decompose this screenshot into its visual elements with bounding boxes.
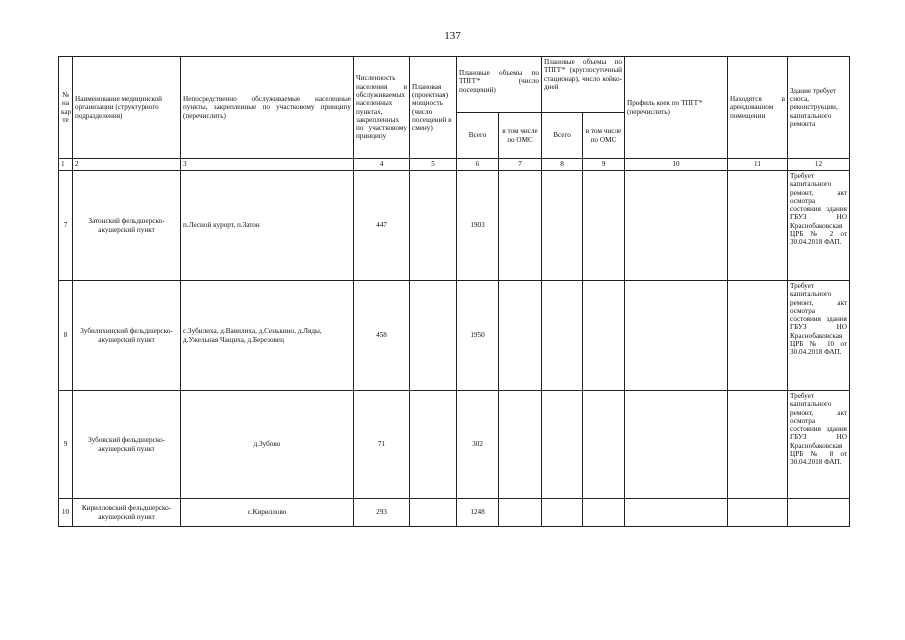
row-number: 9 <box>59 391 73 499</box>
beds-total <box>542 391 583 499</box>
header-beds-group: Плановые объемы по ТПГГ* (круглосуточный стационар), число койко-дней <box>542 57 625 113</box>
capacity <box>410 499 457 527</box>
column-number-row <box>59 159 850 171</box>
page-number: 137 <box>444 30 461 42</box>
settlements: п.Лесной курорт, п.Затон <box>181 171 354 281</box>
population: 293 <box>354 499 410 527</box>
org-name: Зубовский фельдшерско-акушерский пункт <box>73 391 181 499</box>
population: 71 <box>354 391 410 499</box>
column-number: 6 <box>457 159 499 171</box>
header-row-1 <box>59 57 850 113</box>
repair-note <box>788 499 850 527</box>
column-number: 5 <box>410 159 457 171</box>
header-bed-profile: Профиль коек по ТПГГ* (перечислить) <box>625 57 728 159</box>
visits-oms <box>499 499 542 527</box>
rented <box>728 391 788 499</box>
header-beds-oms: в том числе по ОМС <box>583 113 625 159</box>
rented <box>728 171 788 281</box>
column-number: 2 <box>73 159 181 171</box>
bed-profile <box>625 171 728 281</box>
row-number: 8 <box>59 281 73 391</box>
column-number: 8 <box>542 159 583 171</box>
visits-oms <box>499 391 542 499</box>
bed-profile <box>625 281 728 391</box>
org-name: Кирилловский фельдшерско-акушерский пункт <box>73 499 181 527</box>
header-no: № на кар те <box>59 57 73 159</box>
header-beds-total: Всего <box>542 113 583 159</box>
beds-total <box>542 171 583 281</box>
population: 447 <box>354 171 410 281</box>
column-number: 12 <box>788 159 850 171</box>
repair-note: Требует капитального ремонт, акт осмотра состояния здания ГБУЗ НО Краснобаковская ЦРБ № 10 от 30.04.2018 ФАП. <box>788 281 850 391</box>
repair-note: Требует капитального ремонт, акт осмотра состояния здания ГБУЗ НО Краснобаковская ЦРБ № 8 от 30.04.2018 ФАП. <box>788 391 850 499</box>
column-number: 4 <box>354 159 410 171</box>
capacity <box>410 281 457 391</box>
header-visits-oms: в том числе по ОМС <box>499 113 542 159</box>
header-rented: Находятся в арендованном помещении <box>728 57 788 159</box>
visits-total: 1248 <box>457 499 499 527</box>
header-population: Численность населения в обслуживаемых населенных пунктах, закрепленных по участковому принципу <box>354 57 410 159</box>
bed-profile <box>625 499 728 527</box>
beds-oms <box>583 281 625 391</box>
header-capacity: Плановая (проектная) мощность (число посещений в смену) <box>410 57 457 159</box>
settlements: с.Кириллово <box>181 499 354 527</box>
org-name: Зубилихинский фельдшерско-акушерский пункт <box>73 281 181 391</box>
beds-oms <box>583 171 625 281</box>
beds-oms <box>583 391 625 499</box>
column-number: 10 <box>625 159 728 171</box>
header-org-name: Наименование медицинской организации (структурного подразделения) <box>73 57 181 159</box>
population: 458 <box>354 281 410 391</box>
rented <box>728 499 788 527</box>
header-settlements: Непосредственно обслуживаемые населенные пункты, закрепленные по участковому принципу (перечислить) <box>181 57 354 159</box>
header-visits-total: Всего <box>457 113 499 159</box>
bed-profile <box>625 391 728 499</box>
beds-total <box>542 281 583 391</box>
column-number: 9 <box>583 159 625 171</box>
visits-oms <box>499 171 542 281</box>
visits-total: 302 <box>457 391 499 499</box>
rented <box>728 281 788 391</box>
beds-oms <box>583 499 625 527</box>
facilities-table <box>58 56 850 527</box>
settlements: д.Зубово <box>181 391 354 499</box>
row-number: 7 <box>59 171 73 281</box>
capacity <box>410 391 457 499</box>
column-number: 7 <box>499 159 542 171</box>
beds-total <box>542 499 583 527</box>
org-name: Затонский фельдшерско-акушерский пункт <box>73 171 181 281</box>
table-row <box>59 281 850 391</box>
settlements: с.Зубилиха, д.Вавилиха, д.Сенькино, д.Ляды, д.Ужельная Чащиха, д.Березовец <box>181 281 354 391</box>
visits-total: 1903 <box>457 171 499 281</box>
column-number: 3 <box>181 159 354 171</box>
header-visits-group: Плановые объемы по ТПГГ* (число посещений) <box>457 57 542 113</box>
table-row <box>59 499 850 527</box>
visits-oms <box>499 281 542 391</box>
repair-note: Требует капитального ремонт, акт осмотра состояния здания ГБУЗ НО Краснобаковская ЦРБ № 2 от 30.04.2018 ФАП. <box>788 171 850 281</box>
capacity <box>410 171 457 281</box>
visits-total: 1950 <box>457 281 499 391</box>
table-row <box>59 171 850 281</box>
header-repair: Здание требует сноса, реконструкции, капитального ремонта <box>788 57 850 159</box>
column-number: 11 <box>728 159 788 171</box>
row-number: 10 <box>59 499 73 527</box>
column-number: 1 <box>59 159 73 171</box>
table-row <box>59 391 850 499</box>
